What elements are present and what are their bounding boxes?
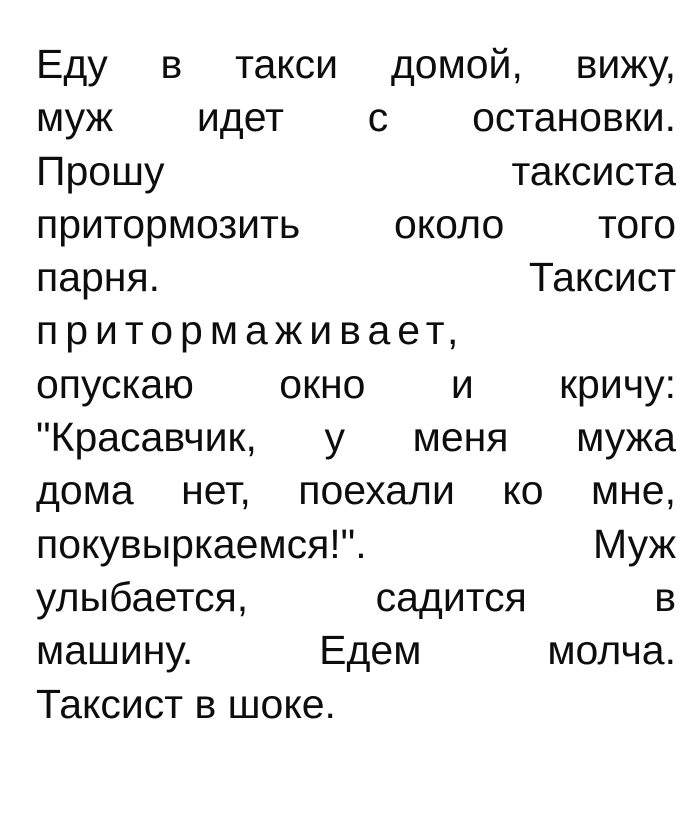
joke-text-block (36, 38, 676, 731)
text-line: покувыркаемся!". Муж (36, 520, 676, 567)
text-line: Прошу таксиста (36, 147, 676, 194)
text-line: Таксист в шоке. (36, 680, 336, 727)
text-line: машину. Едем молча. (36, 627, 676, 674)
text-line: дома нет, поехали ко мне, (36, 467, 676, 514)
text-line: парня. Таксист (36, 254, 676, 301)
text-line: Еду в такси домой, вижу, (36, 41, 676, 87)
text-line: муж идет с остановки. (36, 94, 676, 141)
text-line: притормаживает, (36, 307, 466, 354)
text-line: "Красавчик, у меня мужа (36, 414, 676, 461)
text-line: опускаю окно и кричу: (36, 360, 676, 407)
text-line: улыбается, садится в (36, 573, 676, 620)
text-line: притормозить около того (36, 200, 676, 247)
